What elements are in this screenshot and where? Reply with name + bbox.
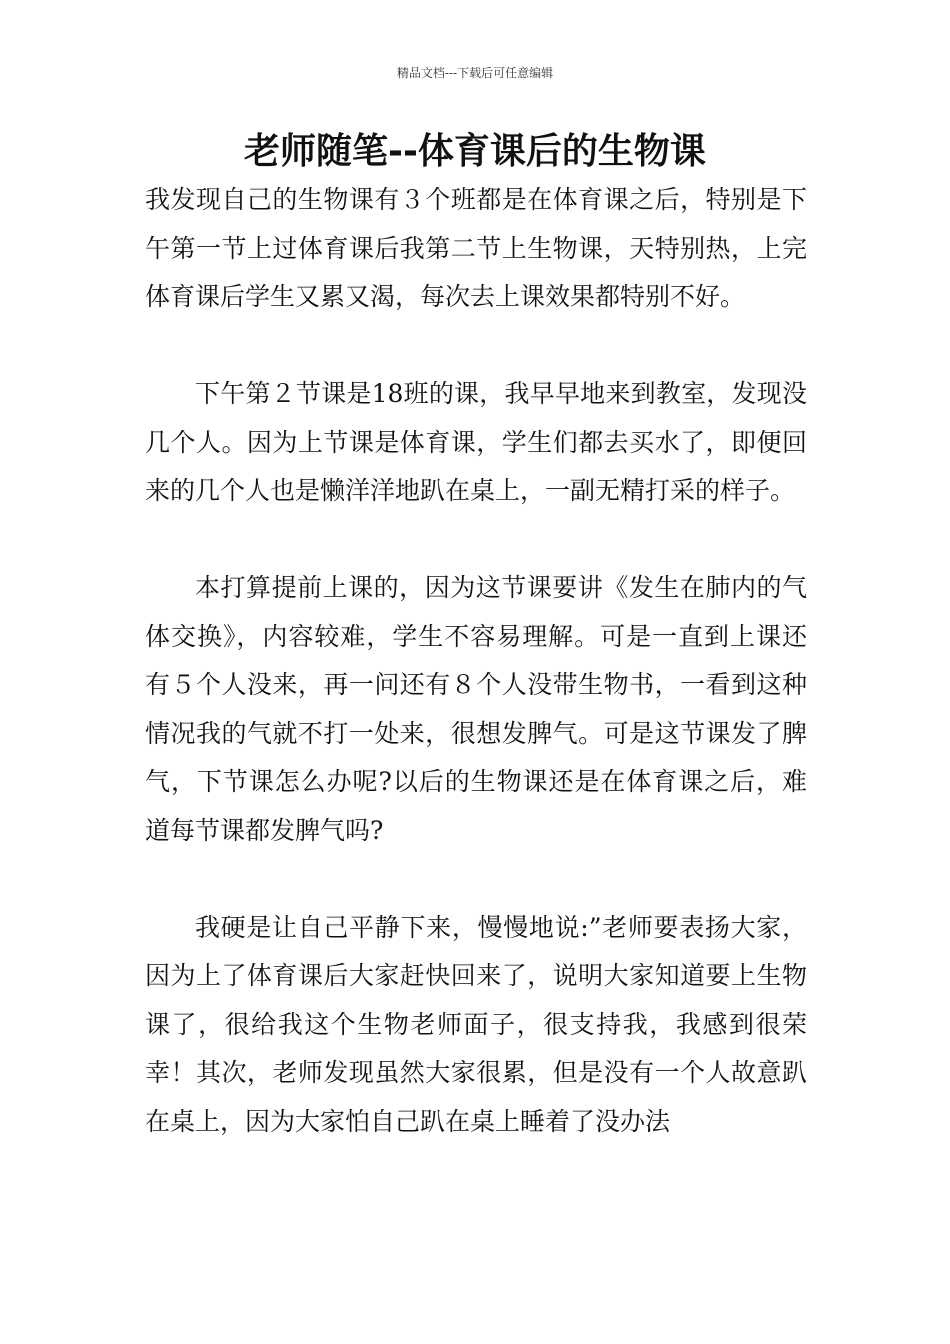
paragraph-3: 本打算提前上课的，因为这节课要讲《发生在肺内的气体交换》，内容较难，学生不容易理解。可是一直到上课还有５个人没来，再一问还有８个人没带生物书，一看到这种情况我的气就不打一处来，很想发脾气。可是这节课发了脾气，下节课怎么办呢?以后的生物课还是在体育课之后，难道每节课都发脾气吗? — [145, 573, 807, 845]
paragraph-2: 下午第２节课是18班的课，我早早地来到教室，发现没几个人。因为上节课是体育课，学生们都去买水了，即便回来的几个人也是懒洋洋地趴在桌上，一副无精打采的样子。 — [145, 379, 807, 505]
document-body — [145, 176, 807, 1146]
paragraph-1: 我发现自己的生物课有３个班都是在体育课之后，特别是下午第一节上过体育课后我第二节上生物课，天特别热，上完体育课后学生又累又渴，每次去上课效果都特别不好。 — [145, 185, 807, 311]
paragraph-4: 我硬是让自己平静下来，慢慢地说:”老师要表扬大家，因为上了体育课后大家赶快回来了，说明大家知道要上生物课了，很给我这个生物老师面子，很支持我，我感到很荣幸！其次，老师发现虽然大家很累，但是没有一个人故意趴在桌上，因为大家怕自己趴在桌上睡着了没办法 — [145, 912, 807, 1136]
header-note: 精品文档---下载后可任意编辑 — [396, 66, 554, 80]
document-title: 老师随笔--体育课后的生物课 — [244, 131, 706, 172]
